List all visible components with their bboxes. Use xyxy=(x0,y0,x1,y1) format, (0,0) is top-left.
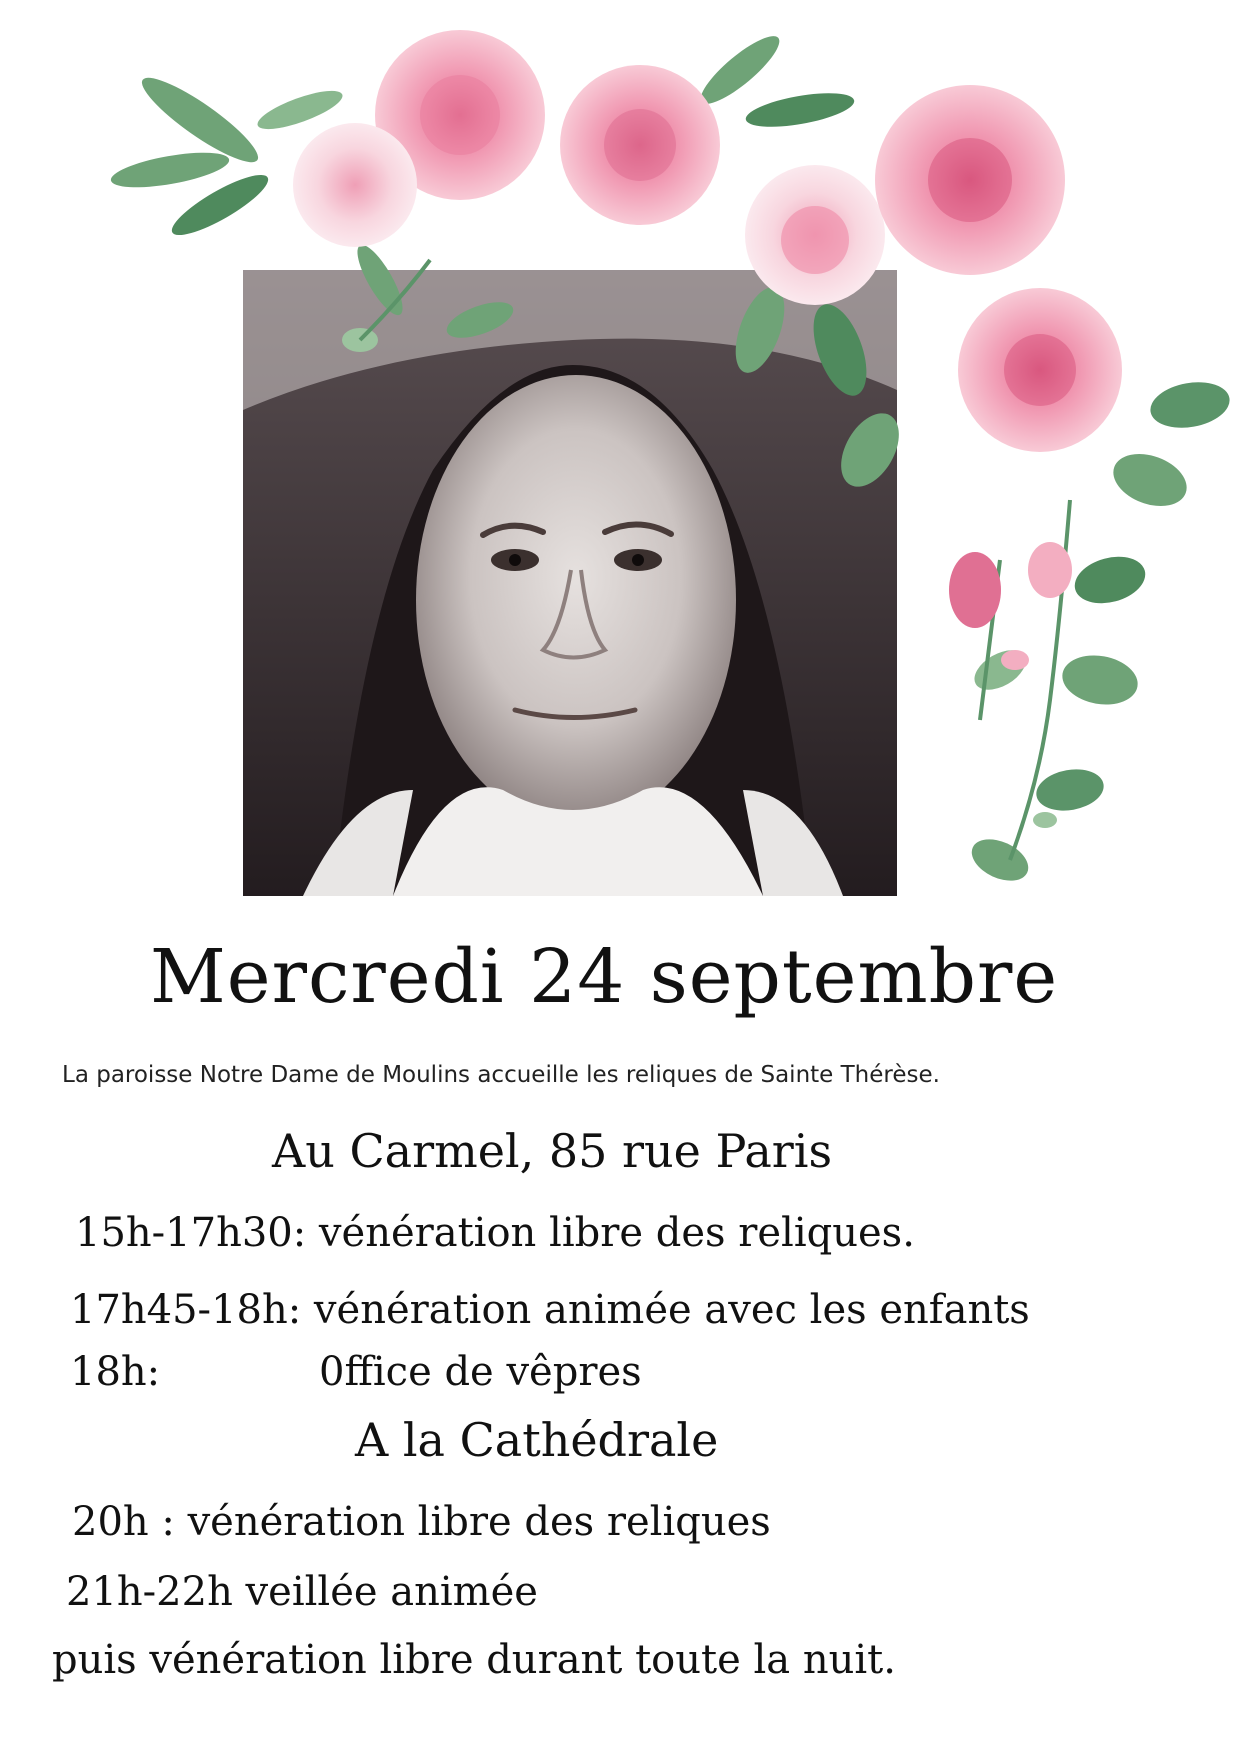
portrait-photo xyxy=(243,270,897,896)
cathedrale-heading: A la Cathédrale xyxy=(355,1413,719,1467)
event-subtitle: La paroisse Notre Dame de Moulins accueille les reliques de Sainte Thérèse. xyxy=(62,1062,940,1088)
carmel-heading: Au Carmel, 85 rue Paris xyxy=(272,1124,833,1178)
event-date-title: Mercredi 24 septembre xyxy=(150,934,1059,1020)
schedule-time: 18h: xyxy=(70,1349,161,1395)
schedule-line: 20h : vénération libre des reliques xyxy=(72,1499,771,1545)
schedule-activity: 0ffice de vêpres xyxy=(319,1349,642,1395)
schedule-line: 15h-17h30: vénération libre des reliques. xyxy=(75,1210,915,1256)
schedule-line: 17h45-18h: vénération animée avec les enfants xyxy=(70,1287,1030,1333)
schedule-line: 21h-22h veillée animée xyxy=(66,1569,538,1615)
schedule-line: puis vénération libre durant toute la nuit. xyxy=(52,1637,896,1683)
schedule-line xyxy=(70,1349,642,1395)
